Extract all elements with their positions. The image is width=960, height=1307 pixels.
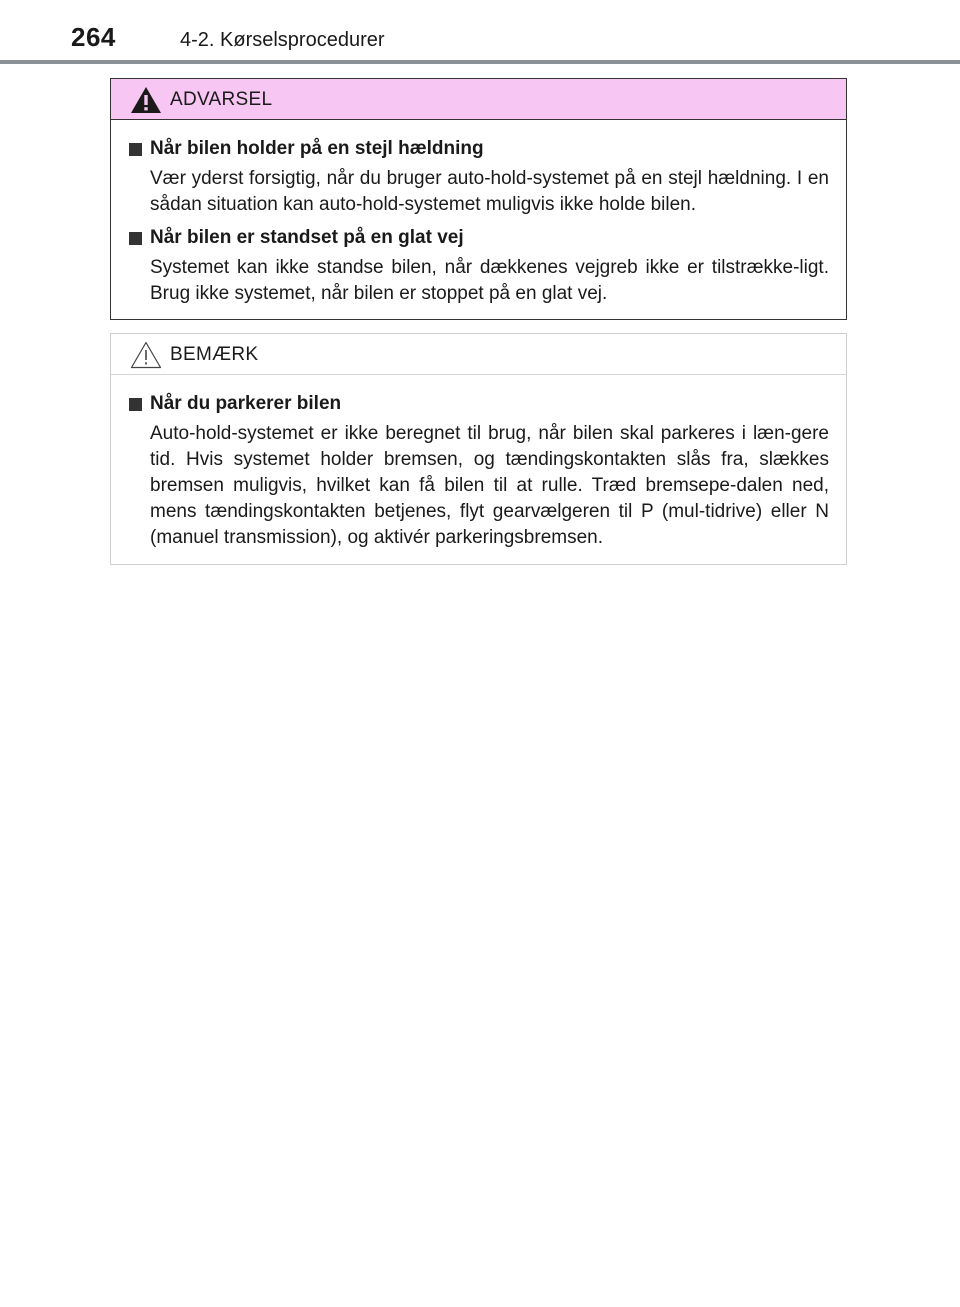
- notice-item-title: [129, 391, 829, 417]
- warning-triangle-outline-icon: [129, 340, 163, 370]
- warning-box-header: [111, 79, 846, 120]
- header-rule: [0, 60, 960, 64]
- warning-item-title-text: Når bilen holder på en stejl hældning: [150, 138, 484, 159]
- notice-item: [129, 391, 829, 551]
- warning-item-title: [129, 136, 829, 162]
- warning-item-text: Vær yderst forsigtig, når du bruger auto-hold-systemet på en stejl hældning. I en sådan situation kan auto-hold-systemet muligvis ikke holde bilen.: [150, 168, 829, 215]
- warning-item: [129, 225, 829, 307]
- warning-item: [129, 136, 829, 218]
- warning-label: ADVARSEL: [170, 89, 273, 110]
- warning-box-body: [111, 120, 846, 307]
- section-title: 4-2. Kørselsprocedurer: [180, 29, 385, 51]
- square-bullet-icon: [129, 143, 142, 156]
- notice-box-body: [111, 375, 846, 551]
- notice-item-title-text: Når du parkerer bilen: [150, 393, 342, 414]
- warning-item-text: Systemet kan ikke standse bilen, når dækkenes vejgreb ikke er tilstrække-ligt. Brug ikke systemet, når bilen er stoppet på en glat vej.: [150, 257, 829, 304]
- page-header: [0, 0, 960, 64]
- warning-item-title-text: Når bilen er standset på en glat vej: [150, 227, 464, 248]
- warning-box: [110, 78, 847, 320]
- warning-item-title: [129, 225, 829, 251]
- notice-label: BEMÆRK: [170, 344, 259, 365]
- warning-triangle-filled-icon: [129, 85, 163, 115]
- square-bullet-icon: [129, 398, 142, 411]
- page-number: 264: [71, 22, 116, 52]
- notice-box-header: [111, 334, 846, 375]
- square-bullet-icon: [129, 232, 142, 245]
- notice-box: [110, 333, 847, 565]
- notice-item-text: Auto-hold-systemet er ikke beregnet til brug, når bilen skal parkeres i læn-gere tid. Hvis systemet holder bremsen, og tændingskontakten slås fra, slækkes bremsen muligvis, hvilket kan få bilen til at rulle. Træd bremsepe-dalen ned, mens tændingskontakten betjenes, flyt gearvælgeren til P (mul-tidrive) eller N (manuel transmission), og aktivér parkeringsbremsen.: [150, 423, 829, 548]
